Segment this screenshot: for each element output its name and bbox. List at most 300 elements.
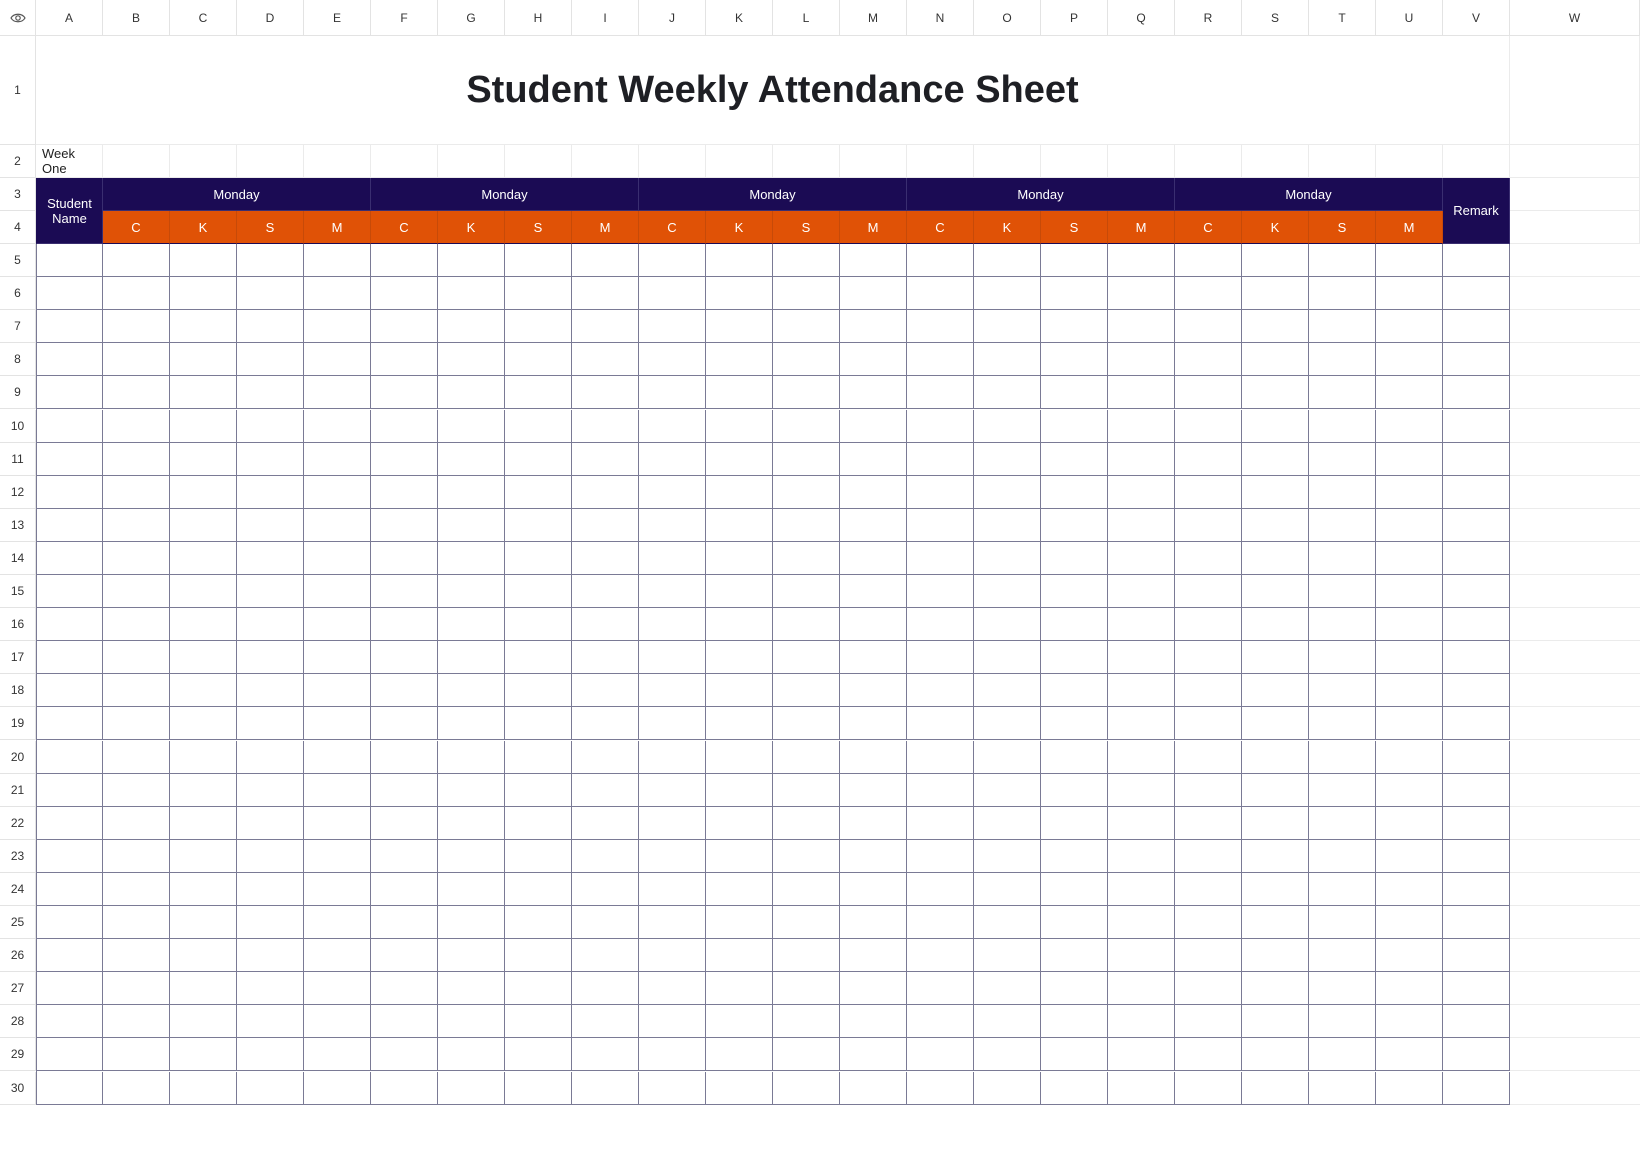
attendance-cell[interactable] — [706, 972, 773, 1005]
row-header-16[interactable]: 16 — [0, 608, 36, 641]
attendance-cell[interactable] — [36, 343, 103, 376]
attendance-cell[interactable] — [840, 641, 907, 674]
attendance-cell[interactable] — [907, 840, 974, 873]
attendance-cell[interactable] — [1175, 906, 1242, 939]
attendance-cell[interactable] — [371, 1005, 438, 1038]
attendance-cell[interactable] — [371, 476, 438, 509]
attendance-cell[interactable] — [103, 376, 170, 409]
attendance-cell[interactable] — [304, 674, 371, 707]
cell[interactable] — [840, 145, 907, 178]
attendance-cell[interactable] — [1309, 641, 1376, 674]
day-header[interactable]: Monday — [371, 178, 639, 211]
attendance-cell[interactable] — [773, 707, 840, 740]
attendance-cell[interactable] — [974, 840, 1041, 873]
attendance-cell[interactable] — [438, 608, 505, 641]
attendance-cell[interactable] — [1041, 244, 1108, 277]
attendance-cell[interactable] — [237, 509, 304, 542]
attendance-cell[interactable] — [840, 542, 907, 575]
attendance-cell[interactable] — [840, 807, 907, 840]
attendance-cell[interactable] — [237, 707, 304, 740]
attendance-cell[interactable] — [170, 1005, 237, 1038]
attendance-cell[interactable] — [1443, 244, 1510, 277]
attendance-cell[interactable] — [1242, 1038, 1309, 1071]
attendance-cell[interactable] — [438, 707, 505, 740]
attendance-cell[interactable] — [505, 443, 572, 476]
attendance-cell[interactable] — [974, 774, 1041, 807]
attendance-cell[interactable] — [1175, 343, 1242, 376]
day-header[interactable]: Monday — [639, 178, 907, 211]
subject-header-s[interactable]: S — [237, 211, 304, 244]
attendance-cell[interactable] — [1443, 674, 1510, 707]
attendance-cell[interactable] — [706, 1038, 773, 1071]
cell[interactable] — [1510, 972, 1640, 1005]
attendance-cell[interactable] — [639, 741, 706, 774]
attendance-cell[interactable] — [1309, 277, 1376, 310]
attendance-cell[interactable] — [103, 542, 170, 575]
attendance-cell[interactable] — [103, 443, 170, 476]
attendance-cell[interactable] — [1376, 244, 1443, 277]
attendance-cell[interactable] — [1041, 476, 1108, 509]
attendance-cell[interactable] — [1175, 509, 1242, 542]
attendance-cell[interactable] — [773, 476, 840, 509]
attendance-cell[interactable] — [907, 641, 974, 674]
attendance-cell[interactable] — [572, 641, 639, 674]
attendance-cell[interactable] — [304, 575, 371, 608]
attendance-cell[interactable] — [639, 807, 706, 840]
attendance-cell[interactable] — [505, 575, 572, 608]
attendance-cell[interactable] — [639, 608, 706, 641]
attendance-cell[interactable] — [170, 244, 237, 277]
attendance-cell[interactable] — [1443, 641, 1510, 674]
subject-header-c[interactable]: C — [907, 211, 974, 244]
cell[interactable] — [1510, 211, 1640, 244]
attendance-cell[interactable] — [1309, 1038, 1376, 1071]
attendance-cell[interactable] — [1108, 939, 1175, 972]
attendance-cell[interactable] — [1041, 939, 1108, 972]
attendance-cell[interactable] — [907, 807, 974, 840]
attendance-cell[interactable] — [773, 310, 840, 343]
column-header-p[interactable]: P — [1041, 0, 1108, 36]
attendance-cell[interactable] — [706, 1072, 773, 1105]
attendance-cell[interactable] — [1175, 707, 1242, 740]
attendance-cell[interactable] — [1443, 443, 1510, 476]
attendance-cell[interactable] — [1443, 774, 1510, 807]
row-header-29[interactable]: 29 — [0, 1038, 36, 1071]
attendance-cell[interactable] — [1376, 741, 1443, 774]
attendance-cell[interactable] — [304, 310, 371, 343]
cell[interactable] — [1510, 741, 1640, 774]
attendance-cell[interactable] — [1108, 807, 1175, 840]
attendance-cell[interactable] — [907, 608, 974, 641]
attendance-cell[interactable] — [304, 1005, 371, 1038]
attendance-cell[interactable] — [840, 376, 907, 409]
attendance-cell[interactable] — [1309, 807, 1376, 840]
attendance-cell[interactable] — [1242, 1005, 1309, 1038]
cell[interactable] — [1443, 145, 1510, 178]
attendance-cell[interactable] — [36, 906, 103, 939]
row-header-26[interactable]: 26 — [0, 939, 36, 972]
attendance-cell[interactable] — [1041, 906, 1108, 939]
attendance-cell[interactable] — [1108, 343, 1175, 376]
attendance-cell[interactable] — [1041, 1005, 1108, 1038]
attendance-cell[interactable] — [773, 376, 840, 409]
attendance-cell[interactable] — [438, 476, 505, 509]
attendance-cell[interactable] — [304, 873, 371, 906]
attendance-cell[interactable] — [773, 277, 840, 310]
attendance-cell[interactable] — [438, 410, 505, 443]
attendance-cell[interactable] — [103, 972, 170, 1005]
attendance-cell[interactable] — [371, 343, 438, 376]
attendance-cell[interactable] — [170, 542, 237, 575]
attendance-cell[interactable] — [304, 840, 371, 873]
row-header-28[interactable]: 28 — [0, 1005, 36, 1038]
attendance-cell[interactable] — [572, 608, 639, 641]
attendance-cell[interactable] — [304, 343, 371, 376]
cell[interactable] — [1510, 939, 1640, 972]
cell[interactable] — [1510, 1072, 1640, 1105]
attendance-cell[interactable] — [706, 641, 773, 674]
attendance-cell[interactable] — [773, 1038, 840, 1071]
cell[interactable] — [1242, 145, 1309, 178]
column-header-w[interactable]: W — [1510, 0, 1640, 36]
attendance-cell[interactable] — [840, 1072, 907, 1105]
attendance-cell[interactable] — [773, 972, 840, 1005]
attendance-cell[interactable] — [103, 774, 170, 807]
attendance-cell[interactable] — [371, 410, 438, 443]
attendance-cell[interactable] — [237, 972, 304, 1005]
attendance-cell[interactable] — [170, 774, 237, 807]
attendance-cell[interactable] — [237, 674, 304, 707]
attendance-cell[interactable] — [572, 873, 639, 906]
column-header-t[interactable]: T — [1309, 0, 1376, 36]
attendance-cell[interactable] — [438, 939, 505, 972]
attendance-cell[interactable] — [304, 741, 371, 774]
attendance-cell[interactable] — [1376, 608, 1443, 641]
attendance-cell[interactable] — [773, 641, 840, 674]
attendance-cell[interactable] — [371, 244, 438, 277]
attendance-cell[interactable] — [974, 542, 1041, 575]
cell[interactable] — [1510, 674, 1640, 707]
attendance-cell[interactable] — [840, 972, 907, 1005]
attendance-cell[interactable] — [36, 1005, 103, 1038]
attendance-cell[interactable] — [170, 641, 237, 674]
row-header-30[interactable]: 30 — [0, 1072, 36, 1105]
attendance-cell[interactable] — [36, 707, 103, 740]
attendance-cell[interactable] — [103, 1072, 170, 1105]
attendance-cell[interactable] — [1242, 641, 1309, 674]
column-header-a[interactable]: A — [36, 0, 103, 36]
attendance-cell[interactable] — [1041, 807, 1108, 840]
attendance-cell[interactable] — [1309, 244, 1376, 277]
attendance-cell[interactable] — [170, 343, 237, 376]
attendance-cell[interactable] — [1376, 509, 1443, 542]
attendance-cell[interactable] — [103, 509, 170, 542]
attendance-cell[interactable] — [304, 376, 371, 409]
attendance-cell[interactable] — [974, 1005, 1041, 1038]
attendance-cell[interactable] — [840, 1005, 907, 1038]
attendance-cell[interactable] — [706, 906, 773, 939]
attendance-cell[interactable] — [237, 906, 304, 939]
attendance-cell[interactable] — [974, 410, 1041, 443]
attendance-cell[interactable] — [237, 343, 304, 376]
attendance-cell[interactable] — [103, 343, 170, 376]
column-header-d[interactable]: D — [237, 0, 304, 36]
attendance-cell[interactable] — [505, 807, 572, 840]
attendance-cell[interactable] — [1108, 575, 1175, 608]
attendance-cell[interactable] — [1443, 476, 1510, 509]
attendance-cell[interactable] — [974, 972, 1041, 1005]
attendance-cell[interactable] — [237, 1005, 304, 1038]
attendance-cell[interactable] — [974, 906, 1041, 939]
attendance-cell[interactable] — [371, 509, 438, 542]
attendance-cell[interactable] — [1242, 343, 1309, 376]
attendance-cell[interactable] — [103, 1038, 170, 1071]
attendance-cell[interactable] — [907, 674, 974, 707]
attendance-cell[interactable] — [103, 939, 170, 972]
attendance-cell[interactable] — [1309, 575, 1376, 608]
attendance-cell[interactable] — [572, 972, 639, 1005]
day-header[interactable]: Monday — [1175, 178, 1443, 211]
attendance-cell[interactable] — [1443, 376, 1510, 409]
column-header-r[interactable]: R — [1175, 0, 1242, 36]
attendance-cell[interactable] — [1443, 1072, 1510, 1105]
attendance-cell[interactable] — [974, 641, 1041, 674]
attendance-cell[interactable] — [639, 939, 706, 972]
attendance-cell[interactable] — [1175, 741, 1242, 774]
attendance-cell[interactable] — [639, 840, 706, 873]
attendance-cell[interactable] — [237, 310, 304, 343]
attendance-cell[interactable] — [1242, 277, 1309, 310]
attendance-cell[interactable] — [706, 310, 773, 343]
attendance-cell[interactable] — [1041, 840, 1108, 873]
attendance-cell[interactable] — [505, 542, 572, 575]
attendance-cell[interactable] — [1376, 641, 1443, 674]
attendance-cell[interactable] — [974, 277, 1041, 310]
column-header-h[interactable]: H — [505, 0, 572, 36]
attendance-cell[interactable] — [1309, 906, 1376, 939]
student-name-header[interactable]: Student Name — [36, 178, 103, 244]
attendance-cell[interactable] — [840, 244, 907, 277]
attendance-cell[interactable] — [572, 277, 639, 310]
attendance-cell[interactable] — [1443, 939, 1510, 972]
attendance-cell[interactable] — [907, 277, 974, 310]
attendance-cell[interactable] — [505, 1005, 572, 1038]
attendance-cell[interactable] — [907, 1038, 974, 1071]
attendance-cell[interactable] — [907, 1072, 974, 1105]
attendance-cell[interactable] — [170, 310, 237, 343]
attendance-cell[interactable] — [639, 244, 706, 277]
column-header-g[interactable]: G — [438, 0, 505, 36]
attendance-cell[interactable] — [840, 443, 907, 476]
attendance-cell[interactable] — [304, 939, 371, 972]
attendance-cell[interactable] — [840, 674, 907, 707]
attendance-cell[interactable] — [1376, 906, 1443, 939]
subject-header-c[interactable]: C — [1175, 211, 1242, 244]
column-header-k[interactable]: K — [706, 0, 773, 36]
column-header-i[interactable]: I — [572, 0, 639, 36]
attendance-cell[interactable] — [1376, 343, 1443, 376]
attendance-cell[interactable] — [103, 807, 170, 840]
attendance-cell[interactable] — [974, 575, 1041, 608]
attendance-cell[interactable] — [170, 443, 237, 476]
attendance-cell[interactable] — [1309, 1072, 1376, 1105]
attendance-cell[interactable] — [1175, 873, 1242, 906]
cell[interactable] — [773, 145, 840, 178]
attendance-cell[interactable] — [1443, 310, 1510, 343]
attendance-cell[interactable] — [36, 674, 103, 707]
column-header-f[interactable]: F — [371, 0, 438, 36]
row-header-8[interactable]: 8 — [0, 343, 36, 376]
attendance-cell[interactable] — [103, 873, 170, 906]
row-header-9[interactable]: 9 — [0, 376, 36, 409]
subject-header-c[interactable]: C — [103, 211, 170, 244]
attendance-cell[interactable] — [1309, 509, 1376, 542]
attendance-cell[interactable] — [773, 906, 840, 939]
attendance-cell[interactable] — [1376, 376, 1443, 409]
attendance-cell[interactable] — [438, 310, 505, 343]
attendance-cell[interactable] — [1443, 277, 1510, 310]
attendance-cell[interactable] — [1443, 575, 1510, 608]
attendance-cell[interactable] — [572, 707, 639, 740]
attendance-cell[interactable] — [438, 807, 505, 840]
row-header-19[interactable]: 19 — [0, 707, 36, 740]
attendance-cell[interactable] — [1175, 1038, 1242, 1071]
attendance-cell[interactable] — [1443, 707, 1510, 740]
row-header-6[interactable]: 6 — [0, 277, 36, 310]
attendance-cell[interactable] — [1175, 840, 1242, 873]
attendance-cell[interactable] — [36, 277, 103, 310]
column-header-q[interactable]: Q — [1108, 0, 1175, 36]
row-header-3[interactable]: 3 — [0, 178, 36, 211]
attendance-cell[interactable] — [907, 443, 974, 476]
attendance-cell[interactable] — [36, 873, 103, 906]
attendance-cell[interactable] — [1443, 741, 1510, 774]
attendance-cell[interactable] — [1309, 774, 1376, 807]
attendance-cell[interactable] — [706, 873, 773, 906]
attendance-cell[interactable] — [907, 509, 974, 542]
cell[interactable] — [371, 145, 438, 178]
attendance-cell[interactable] — [1376, 310, 1443, 343]
attendance-cell[interactable] — [304, 774, 371, 807]
column-header-b[interactable]: B — [103, 0, 170, 36]
cell[interactable] — [1510, 178, 1640, 211]
attendance-cell[interactable] — [103, 741, 170, 774]
attendance-cell[interactable] — [170, 1038, 237, 1071]
attendance-cell[interactable] — [1041, 310, 1108, 343]
cell[interactable] — [907, 145, 974, 178]
attendance-cell[interactable] — [505, 707, 572, 740]
attendance-cell[interactable] — [304, 906, 371, 939]
attendance-cell[interactable] — [304, 972, 371, 1005]
attendance-cell[interactable] — [170, 376, 237, 409]
attendance-cell[interactable] — [505, 741, 572, 774]
attendance-cell[interactable] — [907, 476, 974, 509]
attendance-cell[interactable] — [371, 972, 438, 1005]
cell[interactable] — [639, 145, 706, 178]
row-header-25[interactable]: 25 — [0, 906, 36, 939]
attendance-cell[interactable] — [304, 1072, 371, 1105]
row-header-5[interactable]: 5 — [0, 244, 36, 277]
attendance-cell[interactable] — [1175, 807, 1242, 840]
attendance-cell[interactable] — [1242, 674, 1309, 707]
attendance-cell[interactable] — [1108, 608, 1175, 641]
attendance-cell[interactable] — [371, 807, 438, 840]
attendance-cell[interactable] — [1376, 575, 1443, 608]
cell[interactable] — [505, 145, 572, 178]
attendance-cell[interactable] — [304, 443, 371, 476]
attendance-cell[interactable] — [170, 741, 237, 774]
attendance-cell[interactable] — [505, 972, 572, 1005]
attendance-cell[interactable] — [1175, 443, 1242, 476]
attendance-cell[interactable] — [773, 244, 840, 277]
attendance-cell[interactable] — [1041, 277, 1108, 310]
cell[interactable] — [974, 145, 1041, 178]
attendance-cell[interactable] — [1309, 972, 1376, 1005]
attendance-cell[interactable] — [237, 774, 304, 807]
attendance-cell[interactable] — [639, 376, 706, 409]
attendance-cell[interactable] — [170, 476, 237, 509]
attendance-cell[interactable] — [1108, 873, 1175, 906]
attendance-cell[interactable] — [438, 641, 505, 674]
attendance-cell[interactable] — [36, 641, 103, 674]
attendance-cell[interactable] — [1376, 873, 1443, 906]
row-header-4[interactable]: 4 — [0, 211, 36, 244]
attendance-cell[interactable] — [170, 972, 237, 1005]
cell[interactable] — [1041, 145, 1108, 178]
row-header-22[interactable]: 22 — [0, 807, 36, 840]
attendance-cell[interactable] — [505, 410, 572, 443]
attendance-cell[interactable] — [1041, 608, 1108, 641]
attendance-cell[interactable] — [773, 443, 840, 476]
attendance-cell[interactable] — [840, 774, 907, 807]
attendance-cell[interactable] — [438, 674, 505, 707]
attendance-cell[interactable] — [1376, 1005, 1443, 1038]
attendance-cell[interactable] — [706, 575, 773, 608]
attendance-cell[interactable] — [1108, 774, 1175, 807]
attendance-cell[interactable] — [170, 906, 237, 939]
attendance-cell[interactable] — [1376, 410, 1443, 443]
attendance-cell[interactable] — [170, 410, 237, 443]
attendance-cell[interactable] — [1108, 509, 1175, 542]
row-header-21[interactable]: 21 — [0, 774, 36, 807]
column-header-o[interactable]: O — [974, 0, 1041, 36]
cell[interactable] — [438, 145, 505, 178]
attendance-cell[interactable] — [706, 774, 773, 807]
attendance-cell[interactable] — [371, 873, 438, 906]
attendance-cell[interactable] — [1041, 1038, 1108, 1071]
attendance-cell[interactable] — [773, 840, 840, 873]
attendance-cell[interactable] — [36, 939, 103, 972]
subject-header-k[interactable]: K — [706, 211, 773, 244]
attendance-cell[interactable] — [304, 476, 371, 509]
attendance-cell[interactable] — [1309, 608, 1376, 641]
column-header-c[interactable]: C — [170, 0, 237, 36]
attendance-cell[interactable] — [170, 674, 237, 707]
attendance-cell[interactable] — [371, 1072, 438, 1105]
attendance-cell[interactable] — [1108, 674, 1175, 707]
attendance-cell[interactable] — [840, 939, 907, 972]
attendance-cell[interactable] — [639, 310, 706, 343]
attendance-cell[interactable] — [505, 608, 572, 641]
attendance-cell[interactable] — [1242, 244, 1309, 277]
cell[interactable] — [1376, 145, 1443, 178]
attendance-cell[interactable] — [304, 608, 371, 641]
attendance-cell[interactable] — [237, 608, 304, 641]
attendance-cell[interactable] — [1376, 277, 1443, 310]
attendance-cell[interactable] — [103, 674, 170, 707]
attendance-cell[interactable] — [974, 741, 1041, 774]
attendance-cell[interactable] — [505, 376, 572, 409]
